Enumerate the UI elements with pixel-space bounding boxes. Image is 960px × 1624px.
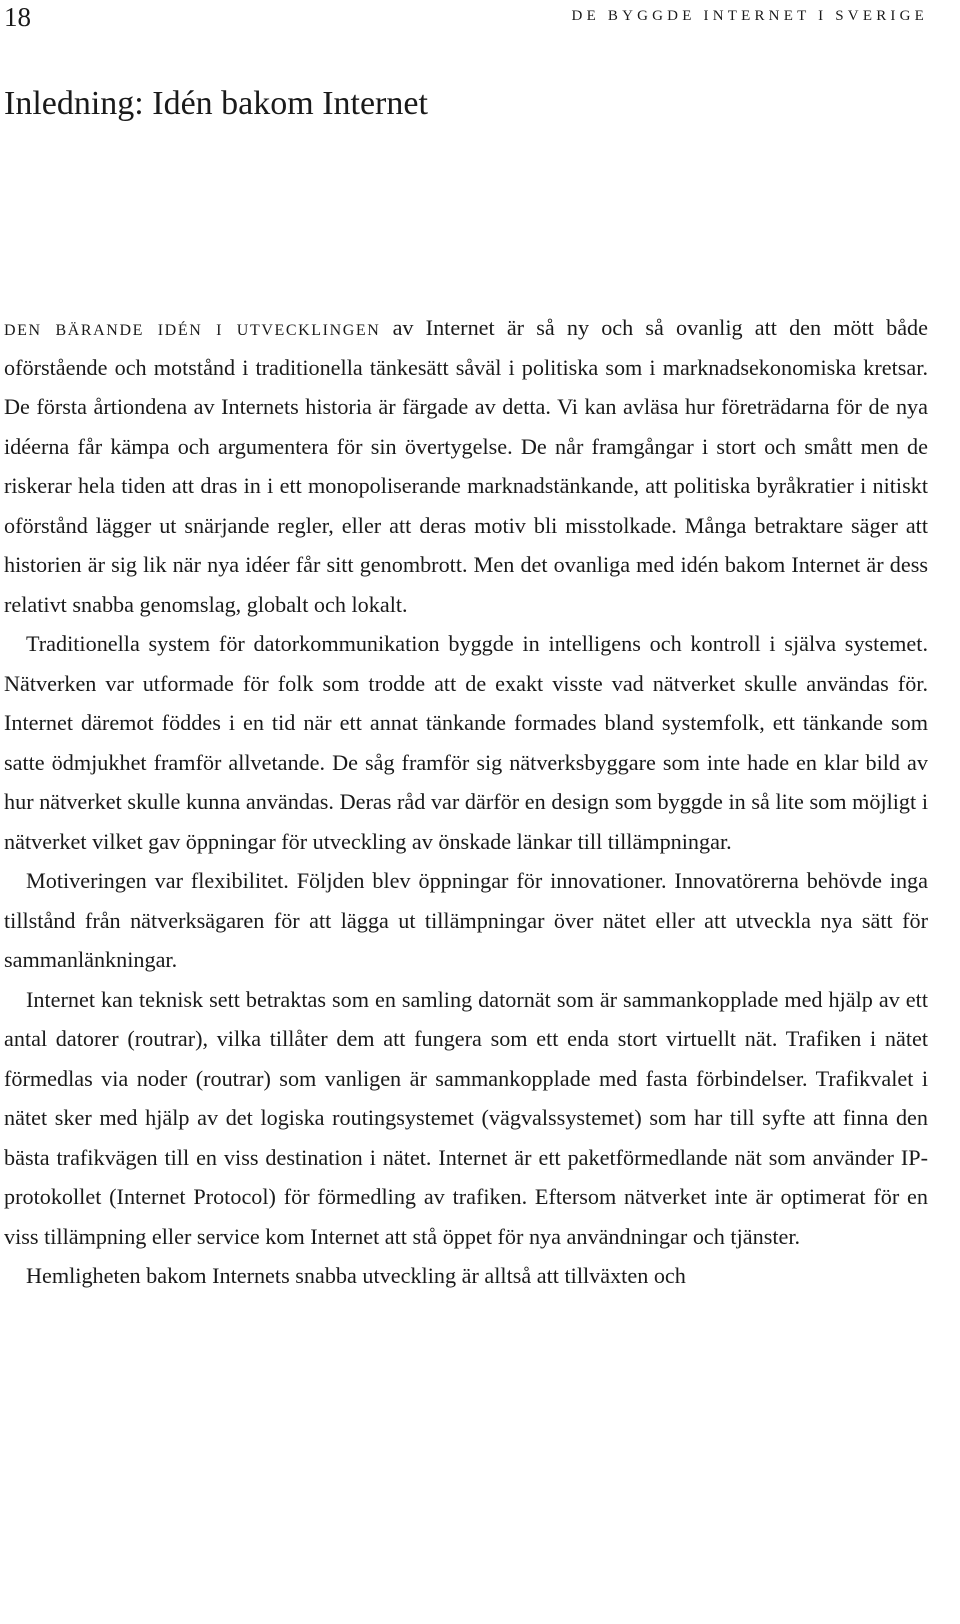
paragraph-5: Hemligheten bakom Internets snabba utveckling är alltså att tillväxten och bbox=[26, 1263, 686, 1288]
paragraph-4: Internet kan teknisk sett betraktas som en samling datornät som är sammankopplade med hjälp av ett antal datorer (routrar), vilka tillåter dem att fungera som ett enda stort virtuellt nät. Trafiken i nätet förmedlas via noder (routrar) som vanligen är sammankopplade med fasta förbindelser. Trafikvalet i nätet sker med hjälp av det logiska routingsystemet (vägvalssystemet) som har till syfte att finna den bästa trafikvägen till en viss destination i nätet. Internet är ett paketförmedlande nät som använder IP-protokollet (Internet Protocol) för förmedling av trafiken. Eftersom nätverket inte är optimerat för en viss tillämpning eller service kom Internet att stå öppet för nya användningar och tjänster. bbox=[4, 986, 928, 1249]
paragraph-1-text: av Internet är så ny och så ovanlig att den mött både oförstående och motstånd i traditionella tänkesätt såväl i politiska som i marknadsekonomiska kretsar. De första årtiondena av Internets historia är färgade av detta. Vi kan avläsa hur företrädarna för de nya idéerna får kämpa och argumentera för sin övertygelse. De når framgångar i stort och smått men de riskerar hela tiden att dras in i ett monopoliserande marknadstänkande, att politiska byråkratier i nitiskt oförstånd lägger ut snärjande regler, eller att deras motiv bli misstolkade. Många betraktare säger att historien är sig lik när nya idéer får sitt genombrott. Men det ovanliga med idén bakom Internet är dess relativt snabba genomslag, globalt och lokalt. bbox=[4, 315, 929, 617]
chapter-title: Inledning: Idén bakom Internet bbox=[4, 85, 428, 122]
paragraph-2: Traditionella system för datorkommunikation byggde in intelligens och kontroll i själva systemet. Nätverken var utformade för folk som trodde att de exakt visste vad nätverket skulle användas för. Internet däremot föddes i en tid när ett annat tänkande formades bland systemfolk, ett tänkande som satte ödmjukhet framför allvetande. De såg framför sig nätverksbyggare som inte hade en klar bild av hur nätverket skulle kunna användas. Deras råd var därför en design som byggde in så lite som möjligt i nätverket vilket gav öppningar för utveckling av önskade länkar till tillämpningar. bbox=[4, 631, 928, 854]
paragraph-1 bbox=[4, 308, 928, 624]
paragraph-3: Motiveringen var flexibilitet. Följden blev öppningar för innovationer. Innovatörerna behövde inga tillstånd från nätverksägaren för att lägga ut tillämpningar över nätet eller att utveckla nya sätt för sammanlänkningar. bbox=[4, 868, 928, 972]
body-text bbox=[4, 308, 928, 1296]
page-number: 18 bbox=[4, 2, 31, 32]
running-head: DE BYGGDE INTERNET I SVERIGE bbox=[571, 8, 928, 24]
lead-in-small-caps: den bärande idén i utvecklingen bbox=[4, 315, 381, 340]
page-header bbox=[4, 0, 928, 30]
